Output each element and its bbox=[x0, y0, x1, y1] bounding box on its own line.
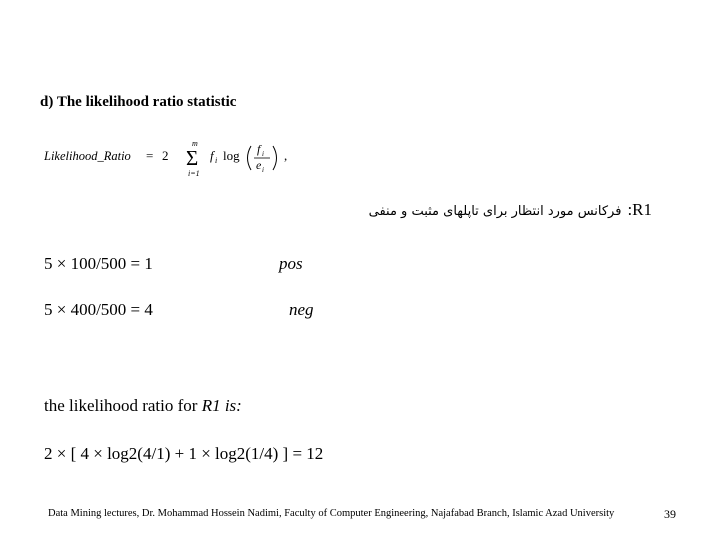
r1-tag: :R1 bbox=[627, 200, 652, 219]
calc-row-expression: 5 × 100/500 = 1 bbox=[44, 254, 153, 273]
formula-log: log bbox=[223, 148, 240, 163]
formula-sum-symbol: Σ bbox=[186, 146, 199, 170]
likelihood-ratio-formula bbox=[44, 139, 304, 179]
r1-expected-frequency-line bbox=[369, 200, 652, 220]
formula-frac-den-sub: i bbox=[262, 166, 264, 174]
calc-row-expression: 5 × 400/500 = 4 bbox=[44, 300, 153, 319]
formula-comma: , bbox=[284, 148, 288, 163]
formula-equals: = bbox=[146, 148, 154, 163]
formula-left-paren bbox=[248, 146, 252, 170]
conclusion-rule-ref: R1 is: bbox=[201, 396, 242, 415]
r1-persian-description: فرکانس مورد انتظار برای تاپلهای مثبت و منفی bbox=[368, 204, 622, 219]
calc-row-label: neg bbox=[289, 300, 314, 319]
calc-row-label: pos bbox=[279, 254, 303, 273]
slide-heading: d) The likelihood ratio statistic bbox=[40, 94, 237, 110]
formula-frac-num-sub: i bbox=[262, 150, 264, 158]
formula-upper-limit: m bbox=[192, 139, 198, 148]
slide-footer: Data Mining lectures, Dr. Mohammad Hossein Nadimi, Faculty of Computer Engineering, Najafabad Branch, Islamic Azad University bbox=[48, 508, 615, 519]
formula-frac-den: e bbox=[256, 158, 262, 172]
formula-right-paren bbox=[273, 146, 277, 170]
formula-term-sub: i bbox=[215, 156, 218, 165]
conclusion-line bbox=[44, 396, 242, 416]
page-number: 39 bbox=[664, 507, 676, 521]
formula-coefficient: 2 bbox=[162, 148, 169, 163]
formula-lower-limit: i=1 bbox=[188, 169, 200, 178]
formula-term-f: f bbox=[210, 148, 214, 163]
formula-frac-num: f bbox=[257, 142, 261, 156]
formula-lhs: Likelihood_Ratio bbox=[44, 149, 131, 163]
conclusion-text: the likelihood ratio for bbox=[44, 396, 202, 415]
result-equation: 2 × [ 4 × log2(4/1) + 1 × log2(1/4) ] = 12 bbox=[44, 444, 324, 463]
